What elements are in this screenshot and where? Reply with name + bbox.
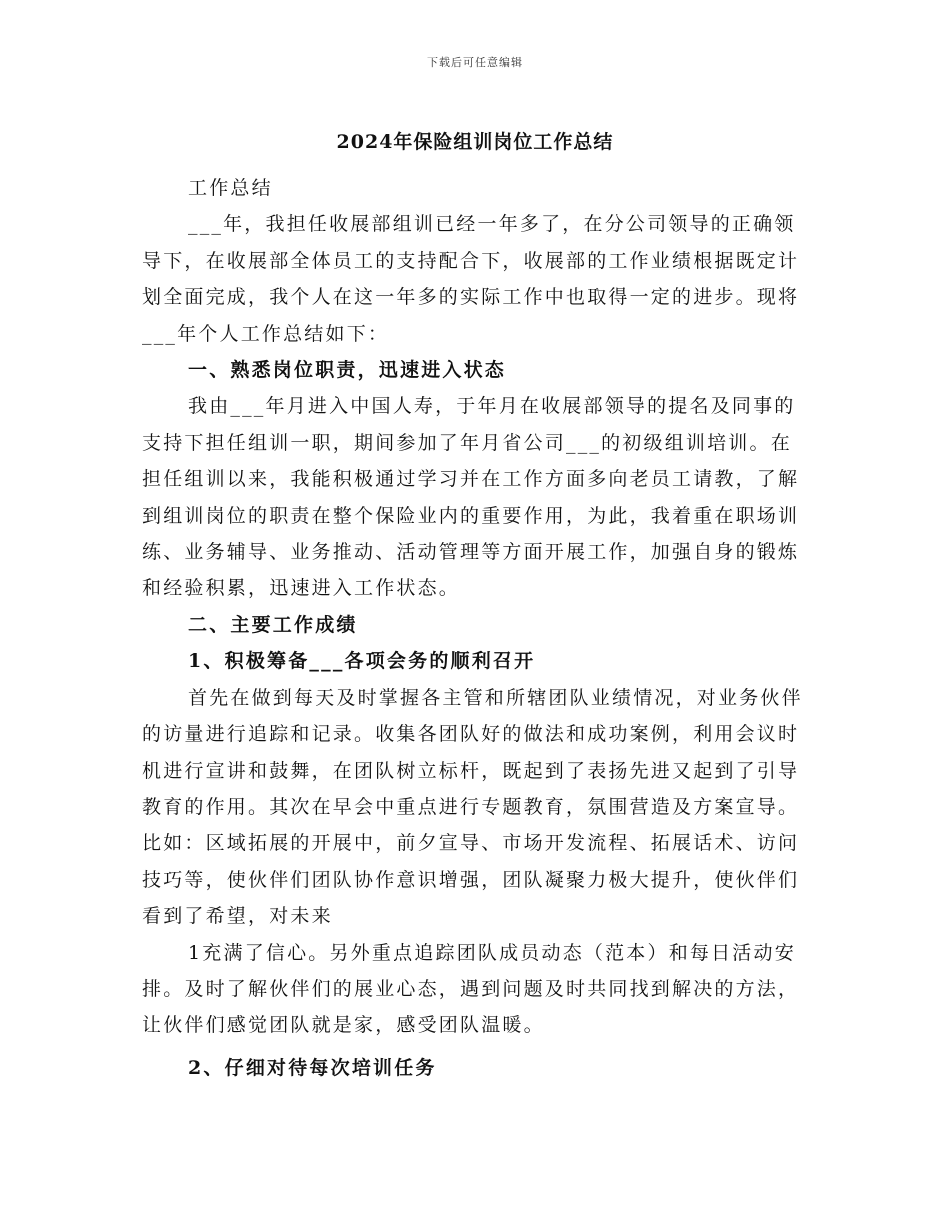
section-label: 工作总结 bbox=[188, 177, 273, 199]
section-heading-1: 一、熟悉岗位职责，迅速进入状态 bbox=[188, 359, 507, 382]
section-heading-2: 二、主要工作成绩 bbox=[188, 613, 358, 636]
section-1-paragraph: 我由___年月进入中国人寿，于年月在收展部领导的提名及同事的支持下担任组训一职，期间参加了年月省公司___的初级组训培训。在担任组训以来，我能积极通过学习并在工作方面多向老员工请教，了解到组训岗位的职责在整个保险业内的重要作用，为此，我着重在职场训练、业务辅导、业务推动、活动管理等方面开展工作，加强自身的锻炼和经验积累，迅速进入工作状态。 bbox=[142, 395, 800, 600]
document-title: 2024年保险组训岗位工作总结 bbox=[336, 131, 614, 153]
subsection-heading-1: 1、积极筹备___各项会务的顺利召开 bbox=[188, 650, 536, 673]
subsection-1-paragraph-cont: 1充满了信心。另外重点追踪团队成员动态（范本）和每日活动安排。及时了解伙伴们的展业心态，遇到问题及时共同找到解决的方法，让伙伴们感觉团队就是家，感受团队温暖。 bbox=[142, 941, 800, 1037]
document-body bbox=[142, 170, 810, 1086]
header-note: 下载后可任意编辑 bbox=[427, 56, 523, 69]
subsection-heading-2: 2、仔细对待每次培训任务 bbox=[188, 1056, 437, 1079]
intro-paragraph: ___年，我担任收展部组训已经一年多了，在分公司领导的正确领导下，在收展部全体员工的支持配合下，收展部的工作业绩根据既定计划全面完成，我个人在这一年多的实际工作中也取得一定的进步。现将___年个人工作总结如下： bbox=[142, 213, 800, 345]
subsection-1-paragraph: 首先在做到每天及时掌握各主管和所辖团队业绩情况，对业务伙伴的访量进行追踪和记录。收集各团队好的做法和成功案例，利用会议时机进行宣讲和鼓舞，在团队树立标杆，既起到了表扬先进又起到了引导教育的作用。其次在早会中重点进行专题教育，氛围营造及方案宣导。比如：区域拓展的开展中，前夕宣导、市场开发流程、拓展话术、访问技巧等，使伙伴们团队协作意识增强，团队凝聚力极大提升，使伙伴们看到了希望，对未来 bbox=[142, 686, 803, 928]
